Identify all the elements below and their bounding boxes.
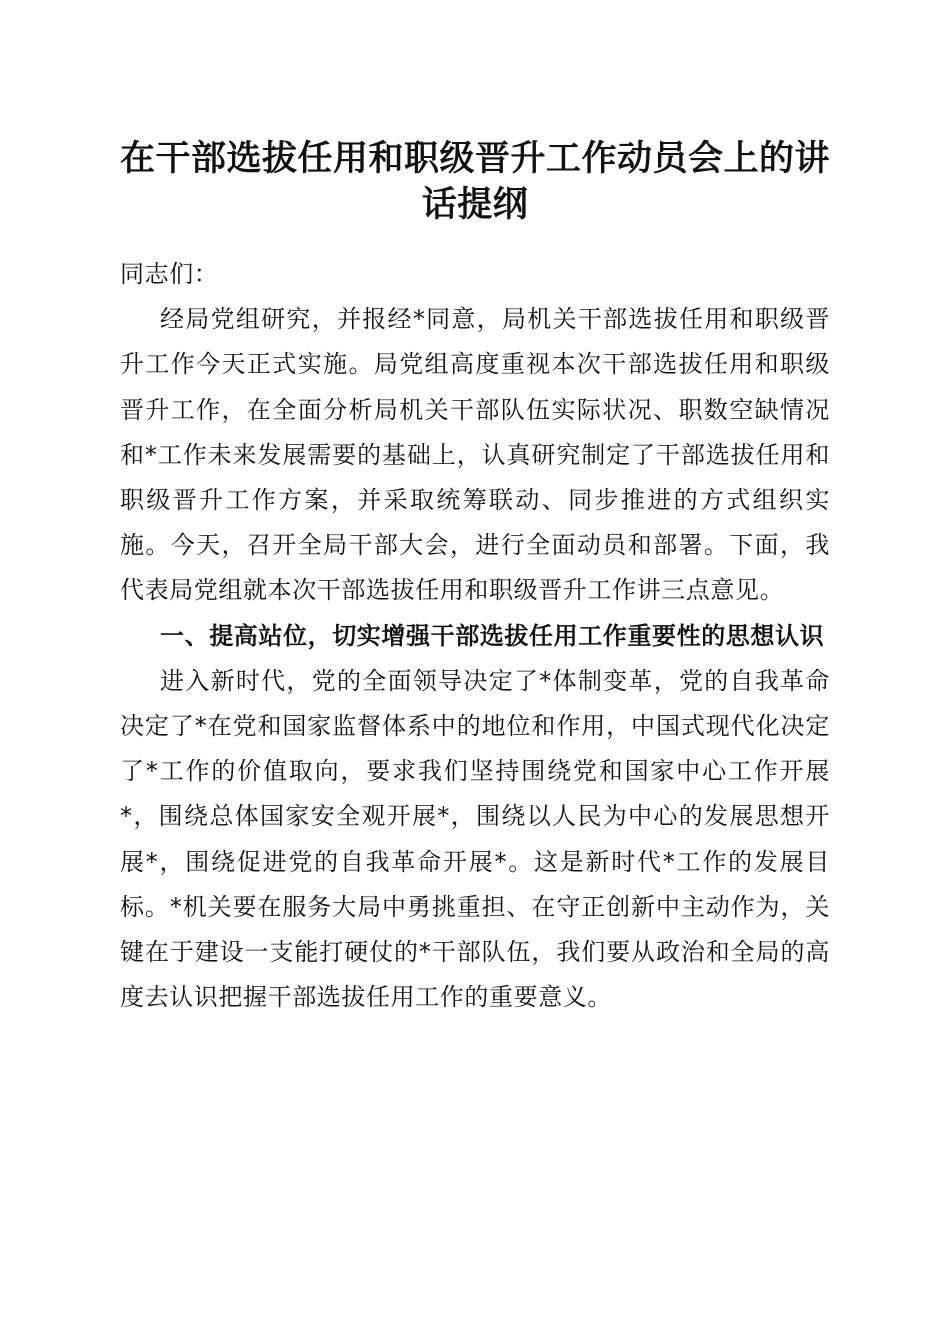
- greeting: 同志们：: [120, 260, 219, 288]
- section-1-paragraph: 进入新时代，党的全面领导决定了*体制变革，党的自我革命决定了*在党和国家监督体系中的地位和作用，中国式现代化决定了*工作的价值取向，要求我们坚持围绕党和国家中心工作开展*，围绕总体国家安全观开展*，围绕以人民为中心的发展思想开展*，围绕促进党的自我革命开展*。这是新时代*工作的发展目标。*机关要在服务大局中勇挑重担、在守正创新中主动作为，关键在于建设一支能打硬仗的*干部队伍，我们要从政治和全局的高度去认识把握干部选拔任用工作的重要意义。: [120, 666, 830, 1012]
- document-title: 在干部选拔任用和职级晋升工作动员会上的讲话提纲: [119, 138, 830, 225]
- section-1-heading: 一、提高站位，切实增强干部选拔任用工作重要性的思想认识: [160, 621, 825, 650]
- intro-paragraph: 经局党组研究，并报经*同意，局机关干部选拔任用和职级晋升工作今天正式实施。局党组高度重视本次干部选拔任用和职级晋升工作，在全面分析局机关干部队伍实际状况、职数空缺情况和*工作未来发展需要的基础上，认真研究制定了干部选拔任用和职级晋升工作方案，并采取统筹联动、同步推进的方式组织实施。今天，召开全局干部大会，进行全面动员和部署。下面，我代表局党组就本次干部选拔任用和职级晋升工作讲三点意见。: [120, 305, 830, 605]
- document-body: [120, 252, 830, 1020]
